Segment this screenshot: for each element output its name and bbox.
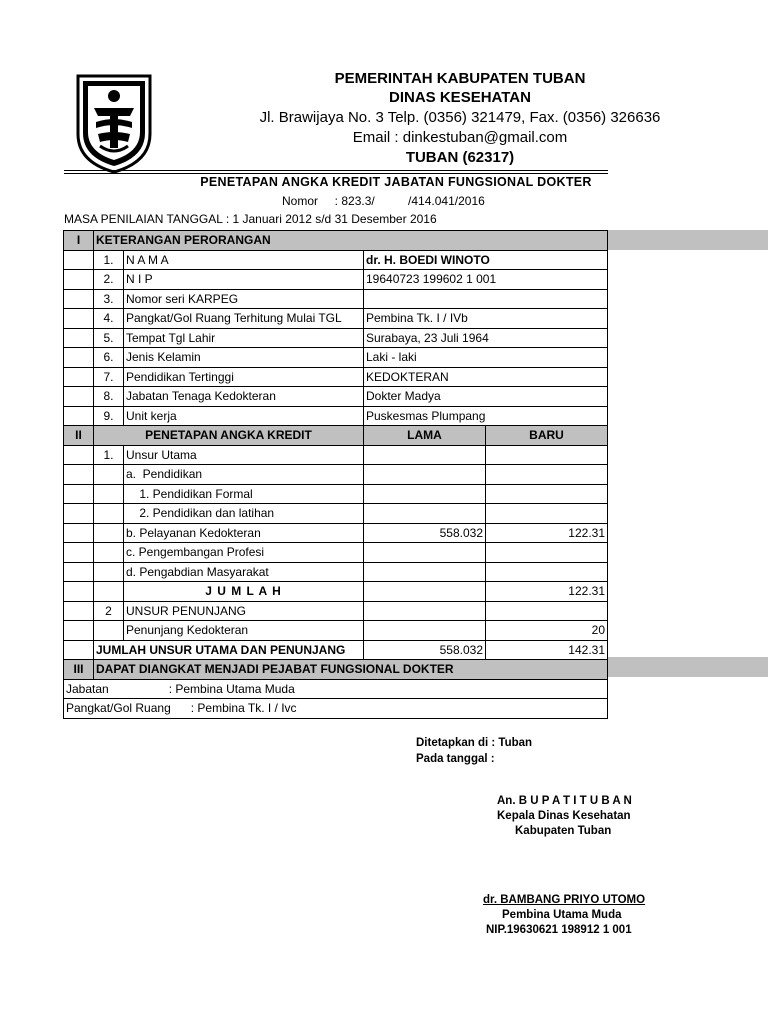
signature-block	[0, 737, 646, 1000]
row-label: 2. Pendidikan dan latihan	[124, 504, 364, 524]
header-divider	[64, 170, 608, 171]
signatory-rank: Pembina Utama Muda	[502, 909, 622, 921]
penunjang-baru: 20	[486, 621, 608, 641]
kepala-dinas: Kepala Dinas Kesehatan	[497, 810, 631, 822]
section-iii-header	[64, 660, 608, 680]
row-label: a. Pendidikan	[124, 465, 364, 485]
row-number: 1.	[94, 250, 124, 270]
header-government: PEMERINTAH KABUPATEN TUBAN	[334, 70, 586, 87]
table-row	[64, 504, 608, 524]
header-department: DINAS KESEHATAN	[389, 89, 531, 106]
signatory-name: dr. BAMBANG PRIYO UTOMO	[483, 894, 646, 906]
table-row	[64, 679, 608, 699]
row-number: 9.	[94, 406, 124, 426]
row-value: Puskesmas Plumpang	[364, 406, 608, 426]
row-number: 2	[94, 601, 124, 621]
table-row	[64, 562, 608, 582]
column-header-baru: BARU	[486, 426, 608, 446]
table-row	[64, 348, 608, 368]
section-title: KETERANGAN PERORANGAN	[94, 231, 608, 251]
section-number: I	[64, 231, 94, 251]
header-city: TUBAN (62317)	[405, 149, 515, 166]
row-value: Dokter Madya	[364, 387, 608, 407]
pada-tanggal: Pada tanggal :	[416, 753, 495, 765]
section-ii-header	[64, 426, 608, 446]
penunjang-label: Penunjang Kedokteran	[124, 621, 364, 641]
row-label: Pendidikan Tertinggi	[124, 367, 364, 387]
row-label: d. Pengabdian Masyarakat	[124, 562, 364, 582]
header-email: Email : dinkestuban@gmail.com	[352, 129, 568, 146]
jumlah-baru: 122.31	[486, 582, 608, 602]
an-bupati: An. B U P A T I T U B A N	[497, 795, 632, 807]
section-iii-overflow-bar	[608, 657, 768, 677]
total-lama: 558.032	[364, 640, 486, 660]
table-row	[64, 543, 608, 563]
row-number	[94, 484, 124, 504]
total-label: JUMLAH UNSUR UTAMA DAN PENUNJANG	[94, 640, 364, 660]
row-number: 3.	[94, 289, 124, 309]
row-label: Unsur Utama	[124, 445, 364, 465]
table-row	[64, 445, 608, 465]
row-label: Nomor seri KARPEG	[124, 289, 364, 309]
jabatan-line: Jabatan : Pembina Utama Muda	[64, 679, 608, 699]
row-label: c. Pengembangan Profesi	[124, 543, 364, 563]
row-value: dr. H. BOEDI WINOTO	[364, 250, 608, 270]
row-label: N A M A	[124, 250, 364, 270]
section-number: II	[64, 426, 94, 446]
total-row	[64, 640, 608, 660]
row-number: 1.	[94, 445, 124, 465]
table-row	[64, 699, 608, 719]
row-number	[94, 562, 124, 582]
document-title: PENETAPAN ANGKA KREDIT JABATAN FUNGSIONAL DOKTER	[200, 175, 592, 189]
row-baru	[486, 465, 608, 485]
row-label: Jenis Kelamin	[124, 348, 364, 368]
row-lama	[364, 445, 486, 465]
row-baru	[486, 504, 608, 524]
table-row	[64, 367, 608, 387]
row-number: 6.	[94, 348, 124, 368]
row-value: Surabaya, 23 Juli 1964	[364, 328, 608, 348]
row-value: Pembina Tk. I / IVb	[364, 309, 608, 329]
header-divider-second	[64, 173, 608, 174]
penunjang-header-row	[64, 601, 608, 621]
row-baru	[486, 445, 608, 465]
penunjang-row	[64, 621, 608, 641]
section-title: PENETAPAN ANGKA KREDIT	[94, 426, 364, 446]
row-number	[94, 523, 124, 543]
table-row	[64, 387, 608, 407]
section-number: III	[64, 660, 94, 680]
table-row	[64, 309, 608, 329]
section-title: DAPAT DIANGKAT MENJADI PEJABAT FUNGSIONAL DOKTER	[94, 660, 608, 680]
row-number: 4.	[94, 309, 124, 329]
table-row	[64, 465, 608, 485]
row-value: KEDOKTERAN	[364, 367, 608, 387]
section-i-header	[64, 231, 608, 251]
row-label: b. Pelayanan Kedokteran	[124, 523, 364, 543]
row-number	[94, 543, 124, 563]
row-lama: 558.032	[364, 523, 486, 543]
total-baru: 142.31	[486, 640, 608, 660]
row-baru: 122.31	[486, 523, 608, 543]
row-label: Jabatan Tenaga Kedokteran	[124, 387, 364, 407]
kabupaten: Kabupaten Tuban	[515, 825, 612, 837]
row-baru	[486, 562, 608, 582]
jumlah-row	[64, 582, 608, 602]
row-label: N I P	[124, 270, 364, 290]
row-lama	[364, 465, 486, 485]
row-lama	[364, 504, 486, 524]
row-label: Unit kerja	[124, 406, 364, 426]
row-value	[364, 289, 608, 309]
row-label: Tempat Tgl Lahir	[124, 328, 364, 348]
table-row	[64, 289, 608, 309]
table-row	[64, 523, 608, 543]
table-row	[64, 406, 608, 426]
section-i-overflow-bar	[608, 230, 768, 250]
credit-assessment-table	[63, 230, 608, 719]
assessment-period: MASA PENILAIAN TANGGAL : 1 Januari 2012 s/d 31 Desember 2016	[64, 212, 437, 226]
row-number: 5.	[94, 328, 124, 348]
penunjang-title: UNSUR PENUNJANG	[124, 601, 364, 621]
table-row	[64, 270, 608, 290]
row-label: Pangkat/Gol Ruang Terhitung Mulai TGL	[124, 309, 364, 329]
signatory-nip: NIP.19630621 198912 1 001	[486, 924, 632, 936]
row-number: 2.	[94, 270, 124, 290]
pangkat-line: Pangkat/Gol Ruang : Pembina Tk. I / Ivc	[64, 699, 608, 719]
header-address: Jl. Brawijaya No. 3 Telp. (0356) 321479, Fax. (0356) 326636	[259, 109, 661, 126]
table-row	[64, 484, 608, 504]
jumlah-label: J U M L A H	[124, 582, 364, 602]
table-row	[64, 328, 608, 348]
row-baru	[486, 484, 608, 504]
row-lama	[364, 543, 486, 563]
row-number	[94, 465, 124, 485]
tuban-regency-emblem	[74, 72, 154, 174]
document-number: Nomor : 823.3/ /414.041/2016	[282, 194, 485, 208]
row-lama	[364, 562, 486, 582]
row-value: Laki - laki	[364, 348, 608, 368]
row-baru	[486, 543, 608, 563]
table-row	[64, 250, 608, 270]
row-number	[94, 504, 124, 524]
row-value: 19640723 199602 1 001	[364, 270, 608, 290]
row-number: 8.	[94, 387, 124, 407]
row-lama	[364, 484, 486, 504]
row-number: 7.	[94, 367, 124, 387]
ditetapkan-di: Ditetapkan di : Tuban	[416, 737, 533, 749]
row-label: 1. Pendidikan Formal	[124, 484, 364, 504]
column-header-lama: LAMA	[364, 426, 486, 446]
